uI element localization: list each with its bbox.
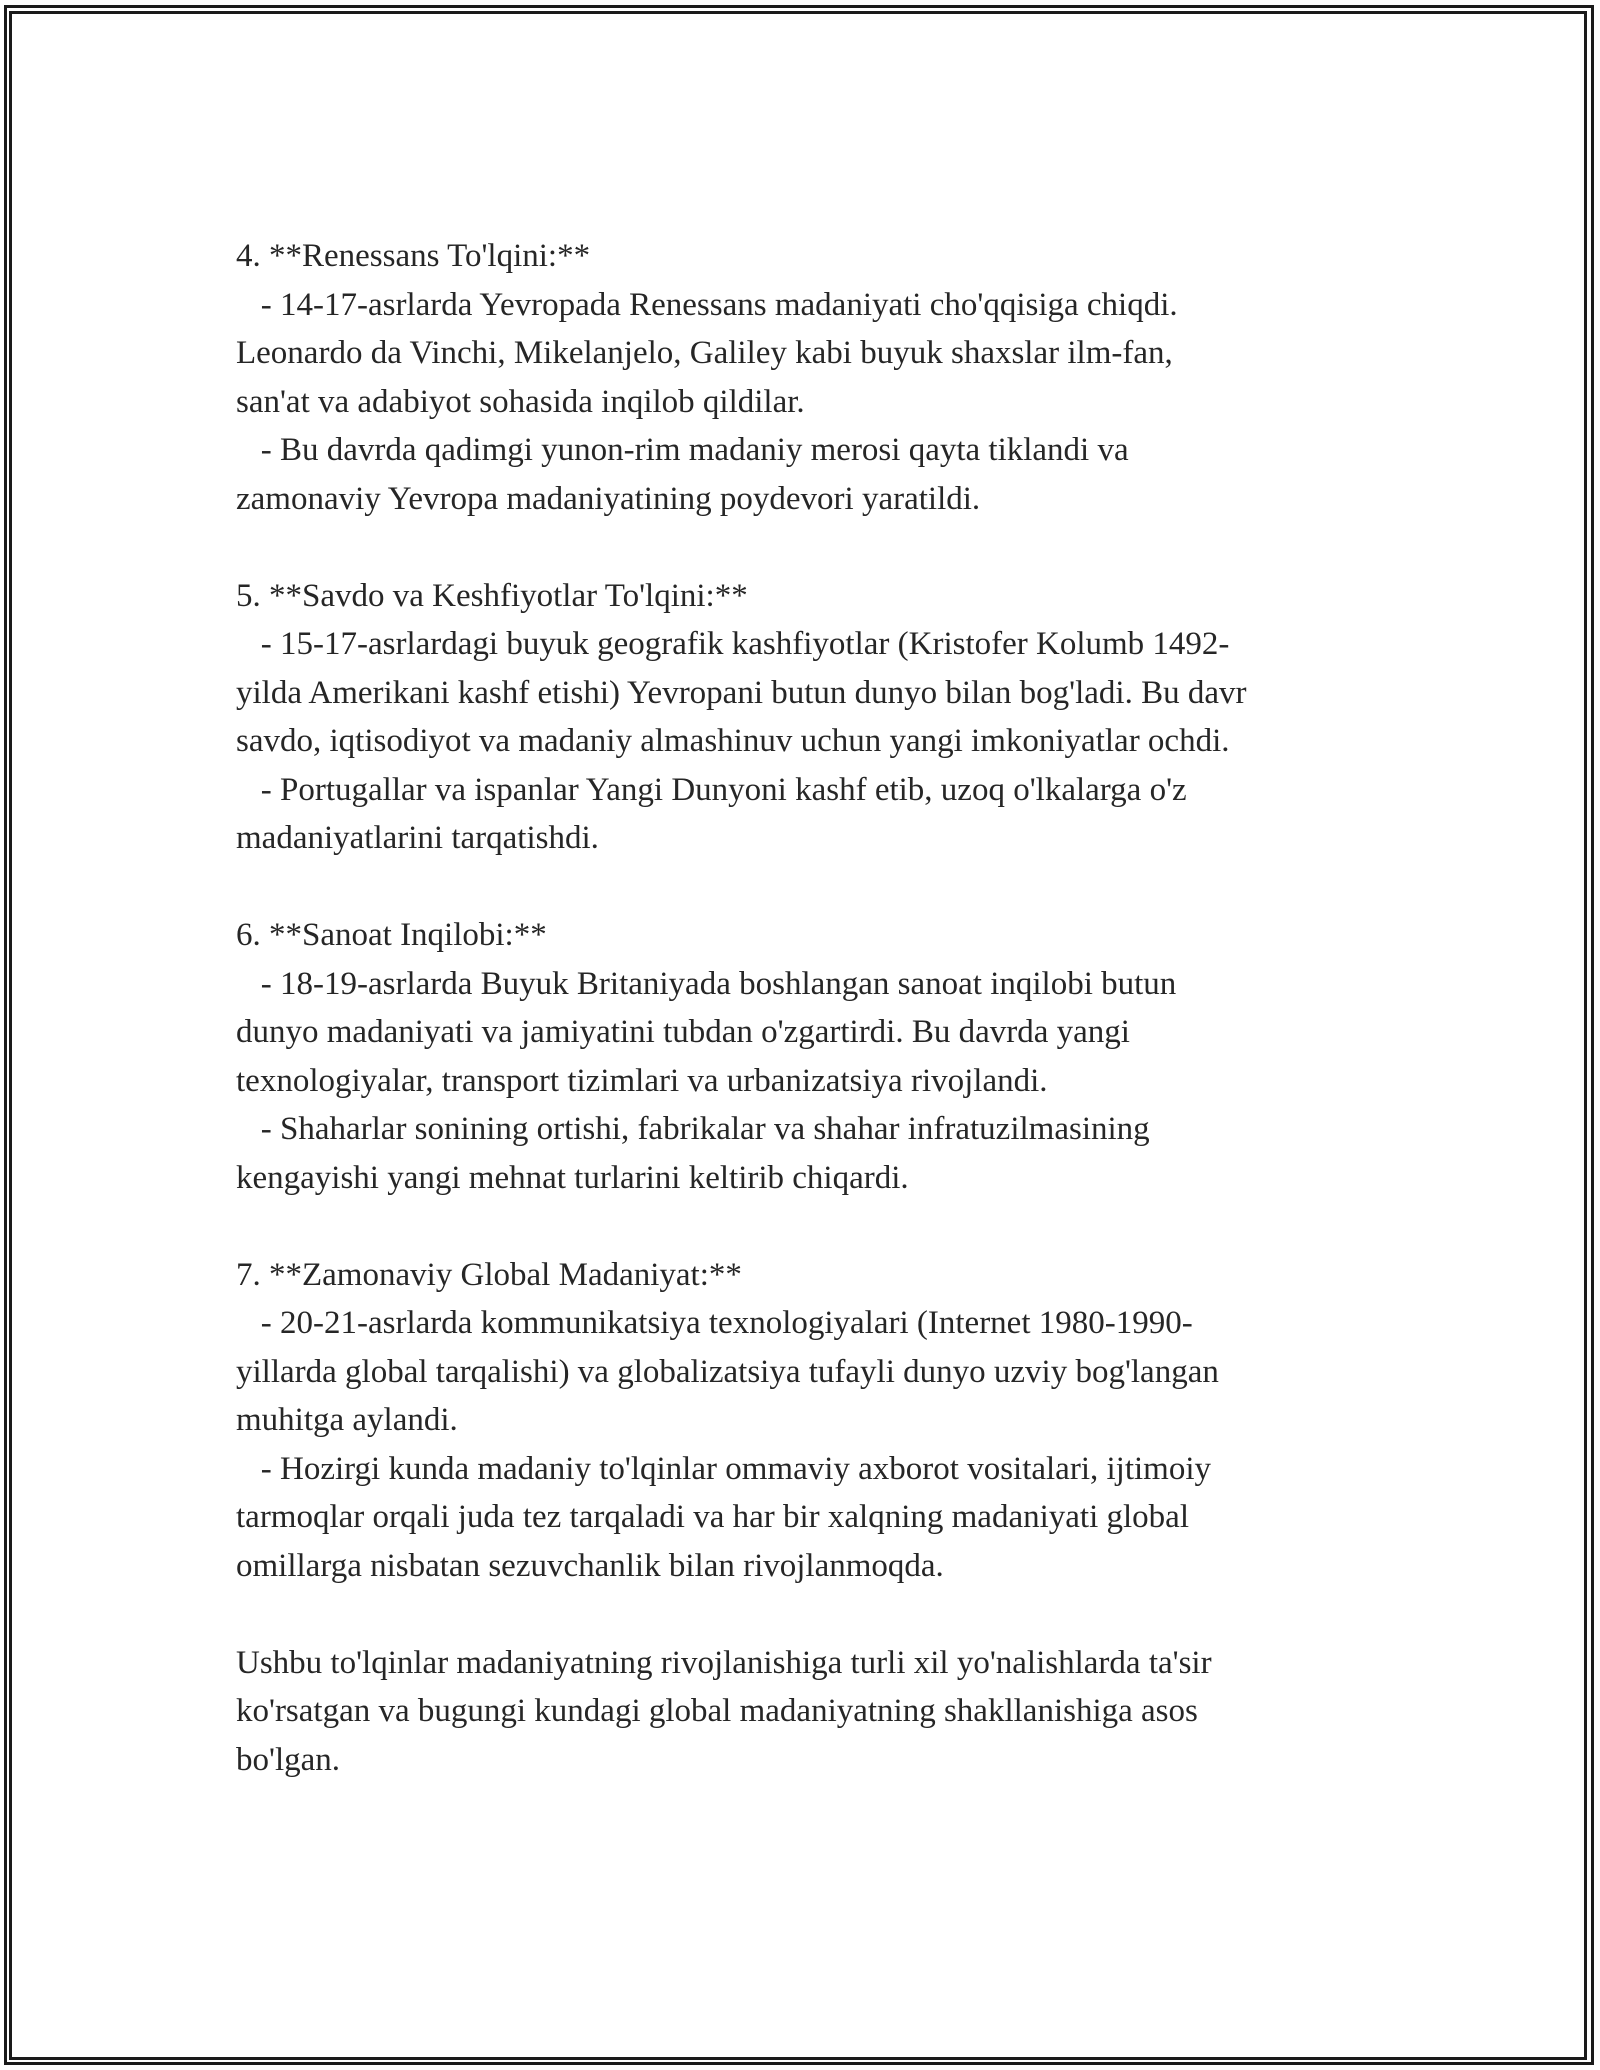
paragraph-spacer bbox=[236, 1590, 1416, 1639]
document-body bbox=[236, 232, 1416, 1784]
text-line: kengayishi yangi mehnat turlarini keltirib chiqardi. bbox=[236, 1159, 909, 1196]
paragraph-spacer bbox=[236, 863, 1416, 912]
text-line: Leonardo da Vinchi, Mikelanjelo, Galiley kabi buyuk shaxslar ilm-fan, bbox=[236, 335, 1173, 371]
section-industrial-revolution bbox=[236, 911, 1416, 1202]
text-line: texnologiyalar, transport tizimlari va urbanizatsiya rivojlandi. bbox=[236, 1062, 1048, 1099]
text-line: ko'rsatgan va bugungi kundagi global madaniyatning shakllanishiga asos bbox=[236, 1693, 1198, 1729]
paragraph-spacer bbox=[236, 523, 1416, 572]
text-line: savdo, iqtisodiyot va madaniy almashinuv uchun yangi imkoniyatlar ochdi. bbox=[236, 723, 1230, 759]
section-renaissance bbox=[236, 232, 1416, 523]
text-line: - 14-17-asrlarda Yevropada Renessans madaniyati cho'qqisiga chiqdi. bbox=[236, 286, 1178, 323]
paragraph-spacer bbox=[236, 1202, 1416, 1251]
section-trade-discoveries bbox=[236, 572, 1416, 863]
text-line: madaniyatlarini tarqatishdi. bbox=[236, 820, 599, 856]
text-line: - Bu davrda qadimgi yunon-rim madaniy merosi qayta tiklandi va bbox=[236, 432, 1129, 468]
conclusion-paragraph bbox=[236, 1639, 1416, 1785]
text-line: - 18-19-asrlarda Buyuk Britaniyada boshlangan sanoat inqilobi butun bbox=[236, 965, 1177, 1002]
text-line: muhitga aylandi. bbox=[236, 1402, 458, 1438]
text-line: - Portugallar va ispanlar Yangi Dunyoni kashf etib, uzoq o'lkalarga o'z bbox=[236, 771, 1187, 808]
text-line: zamonaviy Yevropa madaniyatining poydevori yaratildi. bbox=[236, 480, 981, 517]
text-line: - Hozirgi kunda madaniy to'lqinlar ommaviy axborot vositalari, ijtimoiy bbox=[236, 1450, 1211, 1487]
text-line: tarmoqlar orqali juda tez tarqaladi va har bir xalqning madaniyati global bbox=[236, 1499, 1189, 1535]
text-line: yillarda global tarqalishi) va globalizatsiya tufayli dunyo uzviy bog'langan bbox=[236, 1353, 1219, 1390]
section-heading: 4. **Renessans To'lqini:** bbox=[236, 238, 591, 274]
text-line: - Shaharlar sonining ortishi, fabrikalar va shahar infratuzilmasining bbox=[236, 1111, 1150, 1147]
text-line: - 20-21-asrlarda kommunikatsiya texnologiyalari (Internet 1980-1990- bbox=[236, 1305, 1193, 1341]
section-heading: 6. **Sanoat Inqilobi:** bbox=[236, 917, 547, 953]
text-line: yilda Amerikani kashf etishi) Yevropani butun dunyo bilan bog'ladi. Bu davr bbox=[236, 674, 1247, 711]
text-line: san'at va adabiyot sohasida inqilob qildilar. bbox=[236, 383, 805, 420]
section-global-culture bbox=[236, 1251, 1416, 1591]
text-line: Ushbu to'lqinlar madaniyatning rivojlanishiga turli xil yo'nalishlarda ta'sir bbox=[236, 1644, 1212, 1681]
text-line: bo'lgan. bbox=[236, 1741, 341, 1778]
text-line: omillarga nisbatan sezuvchanlik bilan rivojlanmoqda. bbox=[236, 1547, 944, 1584]
text-line: - 15-17-asrlardagi buyuk geografik kashfiyotlar (Kristofer Kolumb 1492- bbox=[236, 626, 1230, 662]
section-heading: 5. **Savdo va Keshfiyotlar To'lqini:** bbox=[236, 577, 748, 614]
text-line: dunyo madaniyati va jamiyatini tubdan o'zgartirdi. Bu davrda yangi bbox=[236, 1014, 1130, 1050]
section-heading: 7. **Zamonaviy Global Madaniyat:** bbox=[236, 1256, 742, 1293]
